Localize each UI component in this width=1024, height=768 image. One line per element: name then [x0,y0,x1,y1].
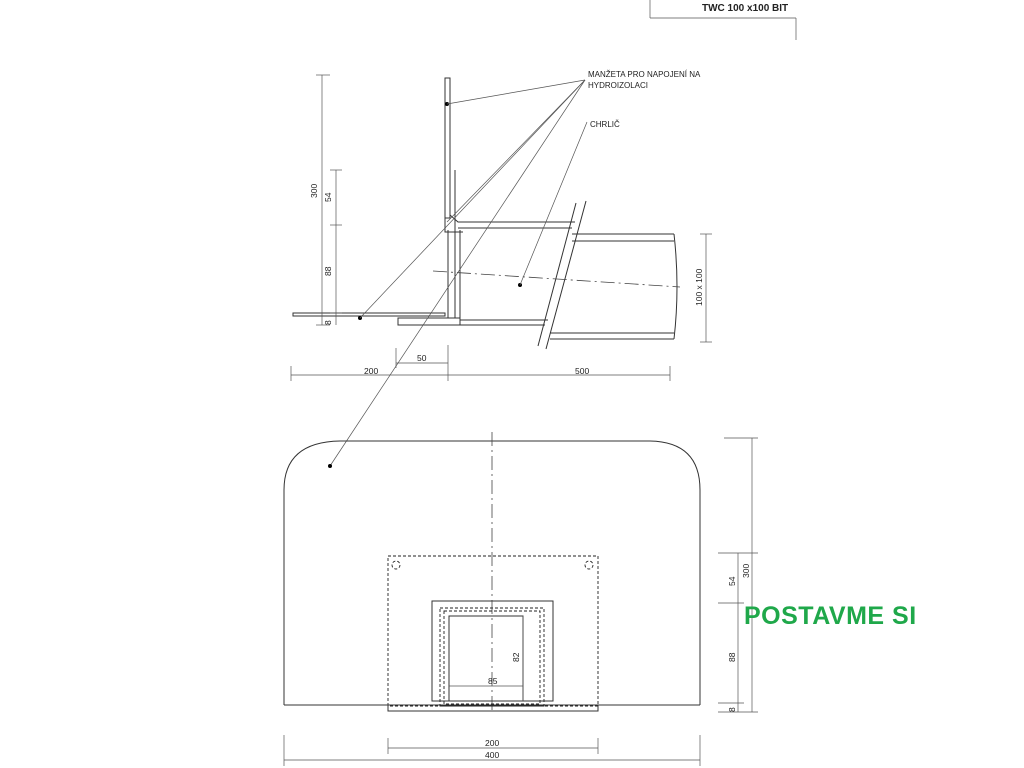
dim-pipe-500: 500 [575,366,590,376]
collar-vertical [445,78,450,218]
collar-label-1: MANŽETA PRO NAPOJENÍ NA [588,70,701,79]
dim-plan-82: 82 [511,652,521,662]
dim-plan-400: 400 [485,750,500,760]
dim-plan-8: 8 [727,707,737,712]
brand-logo: POSTAVME SI [744,602,917,630]
dim-section-300: 300 [309,183,319,198]
dim-plan-200: 200 [485,738,500,748]
dim-plan-88: 88 [727,652,737,662]
dim-plan-300: 300 [741,563,751,578]
product-code: TWC 100 x100 BIT [702,3,789,14]
dim-flange-200: 200 [364,366,379,376]
dim-section-88: 88 [323,266,333,276]
dim-plan-54: 54 [727,576,737,586]
dim-flange-50: 50 [417,353,427,363]
dim-pipe-section: 100 x 100 [694,268,704,306]
plan-view [284,432,758,766]
collar-label-2: HYDROIZOLACI [588,81,649,90]
flange-plate [398,318,460,325]
section-view [291,70,712,466]
spout-label: CHRLIČ [590,120,620,129]
bottom-flange [293,313,445,316]
title-block [650,0,796,40]
dim-section-8: 8 [323,320,333,325]
spout-top-wall [450,215,575,222]
dim-plan-85: 85 [488,676,498,686]
dim-section-54: 54 [323,192,333,202]
plan-marker [328,464,332,468]
